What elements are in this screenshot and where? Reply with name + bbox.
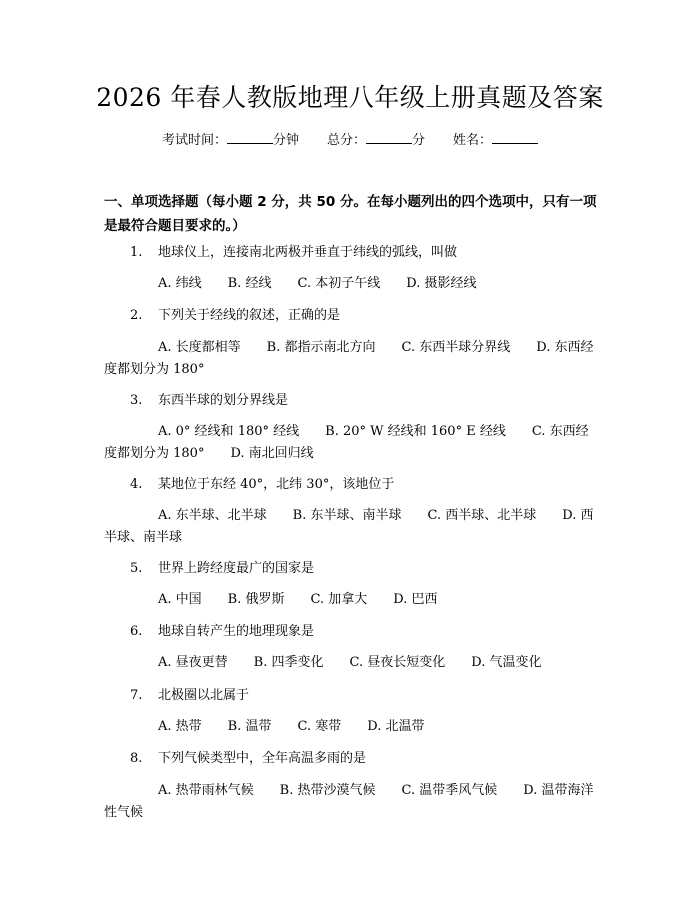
option-b: B. 温带 bbox=[227, 719, 272, 734]
option-b: B. 20° W 经线和 160° E 经线 bbox=[325, 424, 506, 439]
option-c: C. 西半球、北半球 bbox=[427, 508, 537, 523]
option-a: A. 0° 经线和 180° 经线 bbox=[158, 424, 300, 439]
option-c: C. 本初子午线 bbox=[297, 276, 381, 291]
total-score-label: 总分： bbox=[326, 133, 366, 148]
question-stem: 世界上跨经度最广的国家是 bbox=[158, 561, 315, 576]
exam-time bbox=[162, 133, 299, 148]
student-name-blank bbox=[492, 131, 538, 144]
option-c: C. 东西经度都划分为 180° bbox=[104, 424, 589, 461]
question-stem: 地球仪上，连接南北两极并垂直于纬线的弧线，叫做 bbox=[158, 245, 458, 260]
option-a: A. 昼夜更替 bbox=[158, 655, 228, 670]
question-number: 2. bbox=[130, 308, 143, 323]
student-name bbox=[453, 133, 538, 148]
option-d: D. 北温带 bbox=[367, 719, 425, 734]
option-c: C. 昼夜长短变化 bbox=[349, 655, 446, 670]
exam-time-blank bbox=[227, 131, 273, 144]
question-number: 1. bbox=[130, 245, 143, 260]
page-title: 2026 年春人教版地理八年级上册真题及答案 bbox=[96, 83, 604, 112]
option-a: A. 长度都相等 bbox=[158, 340, 241, 355]
question-number: 8. bbox=[130, 751, 143, 766]
section-heading: 一、单项选择题（每小题 2 分，共 50 分。在每小题列出的四个选项中，只有一项是最符合题目要求的。） bbox=[104, 194, 597, 234]
option-b: B. 热带沙漠气候 bbox=[279, 783, 376, 798]
option-b: B. 东半球、南半球 bbox=[292, 508, 402, 523]
option-c: C. 温带季风气候 bbox=[401, 783, 498, 798]
exam-time-unit: 分钟 bbox=[272, 133, 299, 148]
exam-time-label: 考试时间： bbox=[161, 133, 227, 148]
question-stem: 地球自转产生的地理现象是 bbox=[158, 624, 315, 639]
option-b: B. 经线 bbox=[227, 276, 272, 291]
question-2-options bbox=[104, 337, 600, 381]
total-score-unit: 分 bbox=[412, 133, 426, 148]
question-stem: 下列气候类型中，全年高温多雨的是 bbox=[158, 751, 367, 766]
option-a: A. 东半球、北半球 bbox=[158, 508, 267, 523]
question-number: 6. bbox=[130, 624, 143, 639]
question-stem: 东西半球的划分界线是 bbox=[158, 393, 289, 408]
option-c: C. 寒带 bbox=[297, 719, 342, 734]
question-3-options bbox=[104, 421, 600, 465]
option-d: D. 南北回归线 bbox=[230, 446, 314, 461]
question-number: 3. bbox=[130, 393, 143, 408]
exam-meta bbox=[0, 131, 700, 151]
option-d: D. 东西经度都划分为 180° bbox=[104, 340, 594, 377]
option-a: A. 中国 bbox=[158, 592, 202, 607]
option-b: B. 都指示南北方向 bbox=[266, 340, 376, 355]
question-stem: 下列关于经线的叙述，正确的是 bbox=[158, 308, 341, 323]
option-d: D. 摄影经线 bbox=[406, 276, 477, 291]
total-score bbox=[327, 133, 425, 148]
question-7-options bbox=[104, 716, 600, 738]
question-4-options bbox=[104, 505, 600, 549]
student-name-label: 姓名： bbox=[453, 133, 493, 148]
option-d: D. 温带海洋性气候 bbox=[104, 783, 594, 820]
option-c: C. 加拿大 bbox=[310, 592, 368, 607]
question-number: 4. bbox=[130, 477, 143, 492]
question-8-options bbox=[104, 780, 600, 824]
question-number: 5. bbox=[130, 561, 143, 576]
option-a: A. 热带雨林气候 bbox=[158, 783, 254, 798]
question-stem: 北极圈以北属于 bbox=[158, 688, 250, 703]
option-c: C. 东西半球分界线 bbox=[401, 340, 511, 355]
question-1-options bbox=[104, 273, 600, 295]
option-a: A. 热带 bbox=[158, 719, 202, 734]
option-a: A. 纬线 bbox=[158, 276, 202, 291]
question-stem: 某地位于东经 40°，北纬 30°，该地位于 bbox=[158, 477, 395, 492]
option-b: B. 俄罗斯 bbox=[227, 592, 285, 607]
question-number: 7. bbox=[130, 688, 143, 703]
option-d: D. 西半球、南半球 bbox=[104, 508, 594, 545]
option-b: B. 四季变化 bbox=[253, 655, 324, 670]
option-d: D. 气温变化 bbox=[471, 655, 542, 670]
option-d: D. 巴西 bbox=[393, 592, 438, 607]
question-5-options bbox=[104, 589, 600, 611]
question-6-options bbox=[104, 652, 600, 674]
total-score-blank bbox=[366, 131, 412, 144]
